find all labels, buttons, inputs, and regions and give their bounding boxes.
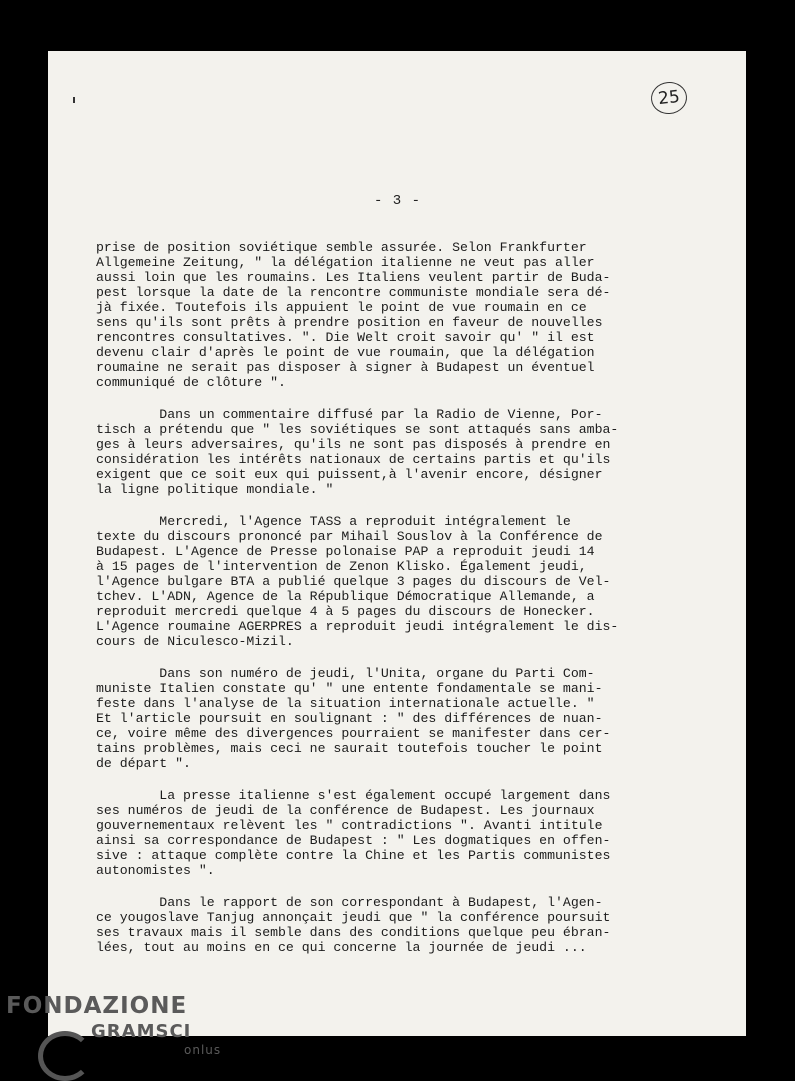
paragraph — [96, 788, 696, 878]
text-line: tisch a prétendu que " les soviétiques se sont attaqués sans amba- — [96, 422, 619, 437]
page-marker: - 3 - — [373, 193, 421, 209]
text-line: rencontres consultatives. ". Die Welt croit savoir qu' " il est — [96, 330, 595, 345]
text-line: considération les intérêts nationaux de certains partis et qu'ils — [96, 452, 611, 467]
text-line: cours de Niculesco-Mizil. — [96, 634, 294, 649]
text-line: muniste Italien constate qu' " une entente fondamentale se mani- — [96, 681, 603, 696]
text-line: ses numéros de jeudi de la conférence de Budapest. Les journaux — [96, 803, 595, 818]
text-line: roumaine ne serait pas disposer à signer à Budapest un éventuel — [96, 360, 595, 375]
text-line: ainsi sa correspondance de Budapest : " Les dogmatiques en offen- — [96, 833, 611, 848]
text-line: Budapest. L'Agence de Presse polonaise PAP a reproduit jeudi 14 — [96, 544, 595, 559]
text-line: sens qu'ils sont prêts à prendre position en faveur de nouvelles — [96, 315, 603, 330]
text-line: devenu clair d'après le point de vue roumain, que la délégation — [96, 345, 595, 360]
watermark-line1: FONDAZIONE — [6, 993, 188, 1019]
paragraph — [96, 666, 696, 771]
text-line: Dans son numéro de jeudi, l'Unita, organe du Parti Com- — [96, 666, 595, 681]
text-line: Dans un commentaire diffusé par la Radio de Vienne, Por- — [96, 407, 603, 422]
text-line: jà fixée. Toutefois ils appuient le point de vue roumain en ce — [96, 300, 587, 315]
paragraph — [96, 895, 696, 955]
text-line: La presse italienne s'est également occupé largement dans — [96, 788, 611, 803]
text-line: la ligne politique mondiale. " — [96, 482, 334, 497]
margin-mark — [73, 97, 75, 103]
text-line: prise de position soviétique semble assurée. Selon Frankfurter — [96, 240, 587, 255]
text-line: ses travaux mais il semble dans des conditions quelque peu ébran- — [96, 925, 611, 940]
text-line: l'Agence bulgare BTA a publié quelque 3 pages du discours de Vel- — [96, 574, 611, 589]
text-line: autonomistes ". — [96, 863, 215, 878]
text-line: communiqué de clôture ". — [96, 375, 286, 390]
text-line: reproduit mercredi quelque 4 à 5 pages du discours de Honecker. — [96, 604, 595, 619]
text-line: ges à leurs adversaires, qu'ils ne sont pas disposés à prendre en — [96, 437, 611, 452]
text-line: tchev. L'ADN, Agence de la République Démocratique Allemande, a — [96, 589, 595, 604]
text-line: de départ ". — [96, 756, 191, 771]
text-line: tains problèmes, mais ceci ne saurait toutefois toucher le point — [96, 741, 603, 756]
text-line: aussi loin que les roumains. Les Italiens veulent partir de Buda- — [96, 270, 611, 285]
text-line: gouvernementaux relèvent les " contradictions ". Avanti intitule — [96, 818, 603, 833]
gramsci-logo-icon — [38, 1031, 92, 1081]
paragraph — [96, 514, 696, 649]
text-line: L'Agence roumaine AGERPRES a reproduit jeudi intégralement le dis- — [96, 619, 619, 634]
text-line: ce, voire même des divergences pourraient se manifester dans cer- — [96, 726, 611, 741]
text-line: exigent que ce soit eux qui puissent,à l'avenir encore, désigner — [96, 467, 603, 482]
page-number-stamp: 25 — [649, 80, 688, 116]
text-line: texte du discours prononcé par Mihail Souslov à la Conférence de — [96, 529, 603, 544]
text-line: pest lorsque la date de la rencontre communiste mondiale sera dé- — [96, 285, 611, 300]
watermark-line2: GRAMSCI — [91, 1021, 192, 1042]
paragraph — [96, 240, 696, 390]
text-line: Mercredi, l'Agence TASS a reproduit intégralement le — [96, 514, 571, 529]
text-line: feste dans l'analyse de la situation internationale actuelle. " — [96, 696, 595, 711]
text-line: Allgemeine Zeitung, " la délégation italienne ne veut pas aller — [96, 255, 595, 270]
text-line: Et l'article poursuit en soulignant : " des différences de nuan- — [96, 711, 603, 726]
text-line: à 15 pages de l'intervention de Zenon Klisko. Également jeudi, — [96, 559, 587, 574]
watermark — [6, 993, 222, 1057]
text-line: Dans le rapport de son correspondant à Budapest, l'Agen- — [96, 895, 603, 910]
document-body — [96, 240, 696, 972]
watermark-line3: onlus — [184, 1043, 222, 1057]
paragraph — [96, 407, 696, 497]
text-line: sive : attaque complète contre la Chine et les Partis communistes — [96, 848, 611, 863]
text-line: lées, tout au moins en ce qui concerne la journée de jeudi ... — [96, 940, 587, 955]
text-line: ce yougoslave Tanjug annonçait jeudi que " la conférence poursuit — [96, 910, 611, 925]
